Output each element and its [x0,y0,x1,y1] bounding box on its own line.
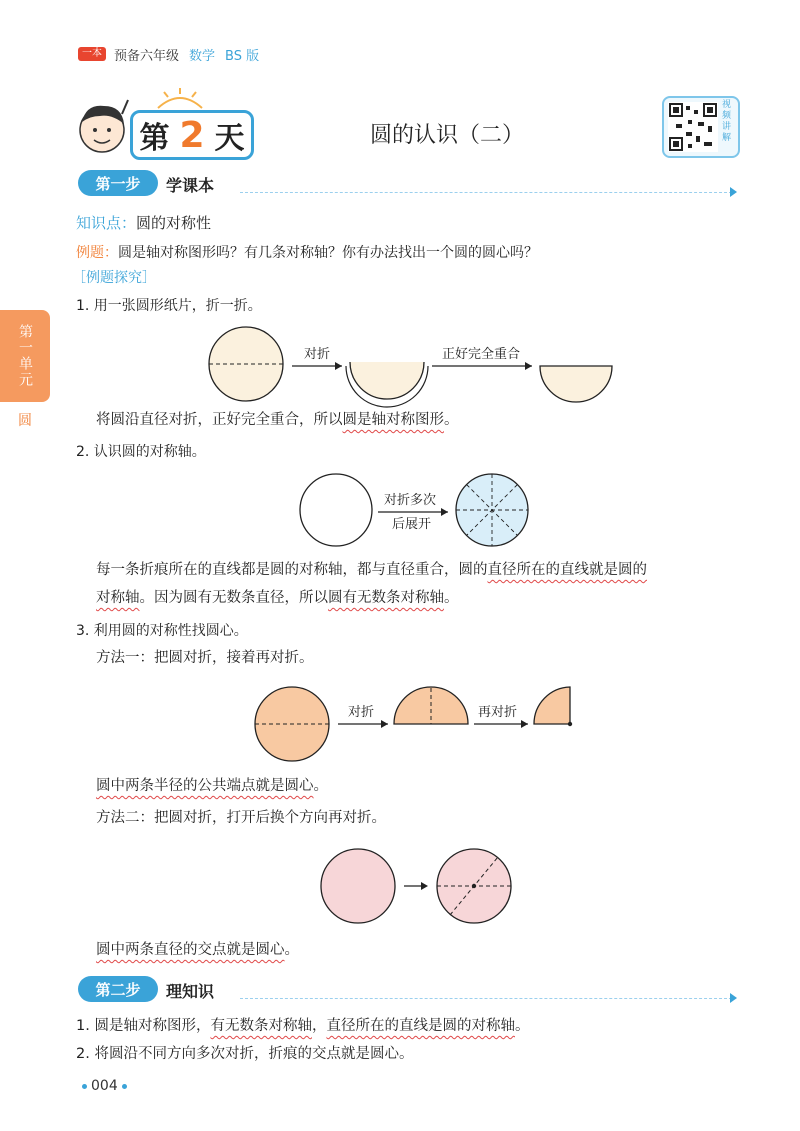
step2-pill: 第二步 [78,976,158,1002]
divider-line [240,998,732,999]
conclusion-end: 。 [284,942,299,958]
item1-conclusion [96,406,459,434]
explanation-highlight: 直径所在的直线就是圆的 [487,562,647,578]
knowledge-text: 圆的对称性 [136,214,212,232]
example-text: 圆是轴对称图形吗？有几条对称轴？你有办法找出一个圆的圆心吗？ [118,245,538,261]
fold-diagram-3 [252,684,582,764]
divider-arrow-icon [730,993,737,1003]
summary-highlight: 有无数条对称轴 [210,1018,312,1034]
dot-icon [82,1084,87,1089]
example-question [76,242,538,262]
explanation-highlight: 对称轴 [96,590,140,606]
method1-text: 方法一：把圆对折，接着再对折。 [96,650,314,666]
day-number: 2 [179,114,205,156]
summary-text: 。 [514,1018,530,1034]
divider-line [240,192,732,193]
method1-conclusion [96,772,328,800]
summary-item-1 [76,1012,529,1040]
conclusion-highlight: 圆是轴对称图形 [342,412,444,428]
conclusion-end: 。 [444,412,459,428]
subject-label: 数学 [189,48,216,64]
item2-explanation [96,556,746,612]
arrow-label-overlap: 正好完全重合 [442,347,521,362]
arrow-label-unfold: 后展开 [392,517,432,532]
sun-rays-icon [150,86,210,110]
day-suffix: 天 [214,121,245,156]
explanation-text: 每一条折痕所在的直线都是圆的对称轴，都与直径重合，圆的 [96,562,488,578]
unit-side-tab: 第一单元 [0,310,50,402]
knowledge-point [76,212,211,233]
arrow-label-fold: 对折 [304,347,331,362]
explanation-end: 。 [444,590,459,606]
step2-name: 理知识 [166,982,215,1001]
arrow-label-fold-1: 对折 [348,705,375,720]
explanation-text: 。因为圆有无数条直径，所以 [139,590,328,606]
item3-heading: 3. 利用圆的对称性找圆心。 [76,623,248,639]
brand-logo: 一本 [78,47,106,61]
page-header [78,44,259,64]
conclusion-end: 。 [313,778,328,794]
dot-icon [122,1084,127,1089]
qr-label: 视频讲解 [722,100,732,143]
example-label: 例题： [76,245,118,261]
fold-diagram-1 [200,322,620,408]
arrow-label-multi: 对折多次 [384,493,437,508]
summary-item-2: 2. 将圆沿不同方向多次对折，折痕的交点就是圆心。 [76,1046,414,1062]
conclusion-text: 将圆沿直径对折，正好完全重合，所以 [96,412,343,428]
summary-highlight: 直径所在的直线是圆的对称轴 [326,1018,515,1034]
day-badge [130,110,254,160]
conclusion-highlight: 圆中两条半径的公共端点就是圆心 [96,778,314,794]
unit-topic: 圆 [18,413,32,429]
day-prefix: 第 [139,121,170,156]
explanation-highlight: 圆有无数条对称轴 [328,590,444,606]
method2-text: 方法二：把圆对折，打开后换个方向再对折。 [96,810,386,826]
method2-conclusion [96,936,299,964]
page-number: 004 [91,1078,118,1094]
step1-name: 学课本 [166,176,215,195]
knowledge-label: 知识点： [76,214,137,232]
qr-code-icon [668,102,724,152]
summary-text: 1. 圆是轴对称图形， [76,1018,211,1034]
step1-pill: 第一步 [78,170,158,196]
mascot-icon [72,96,134,158]
item2-heading: 2. 认识圆的对称轴。 [76,444,206,460]
fold-diagram-4 [318,846,518,926]
grade-label: 预备六年级 [114,48,180,64]
edition-label: BS 版 [225,48,260,64]
lesson-title: 圆的认识（二） [370,123,525,148]
divider-arrow-icon [730,187,737,197]
explore-label: ［例题探究］ [72,270,156,286]
conclusion-highlight: 圆中两条直径的交点就是圆心 [96,942,285,958]
page-footer [78,1078,131,1094]
fold-diagram-2 [298,472,538,552]
arrow-label-fold-2: 再对折 [478,705,518,720]
summary-text: ， [311,1018,327,1034]
item1-heading: 1. 用一张圆形纸片，折一折。 [76,298,262,314]
